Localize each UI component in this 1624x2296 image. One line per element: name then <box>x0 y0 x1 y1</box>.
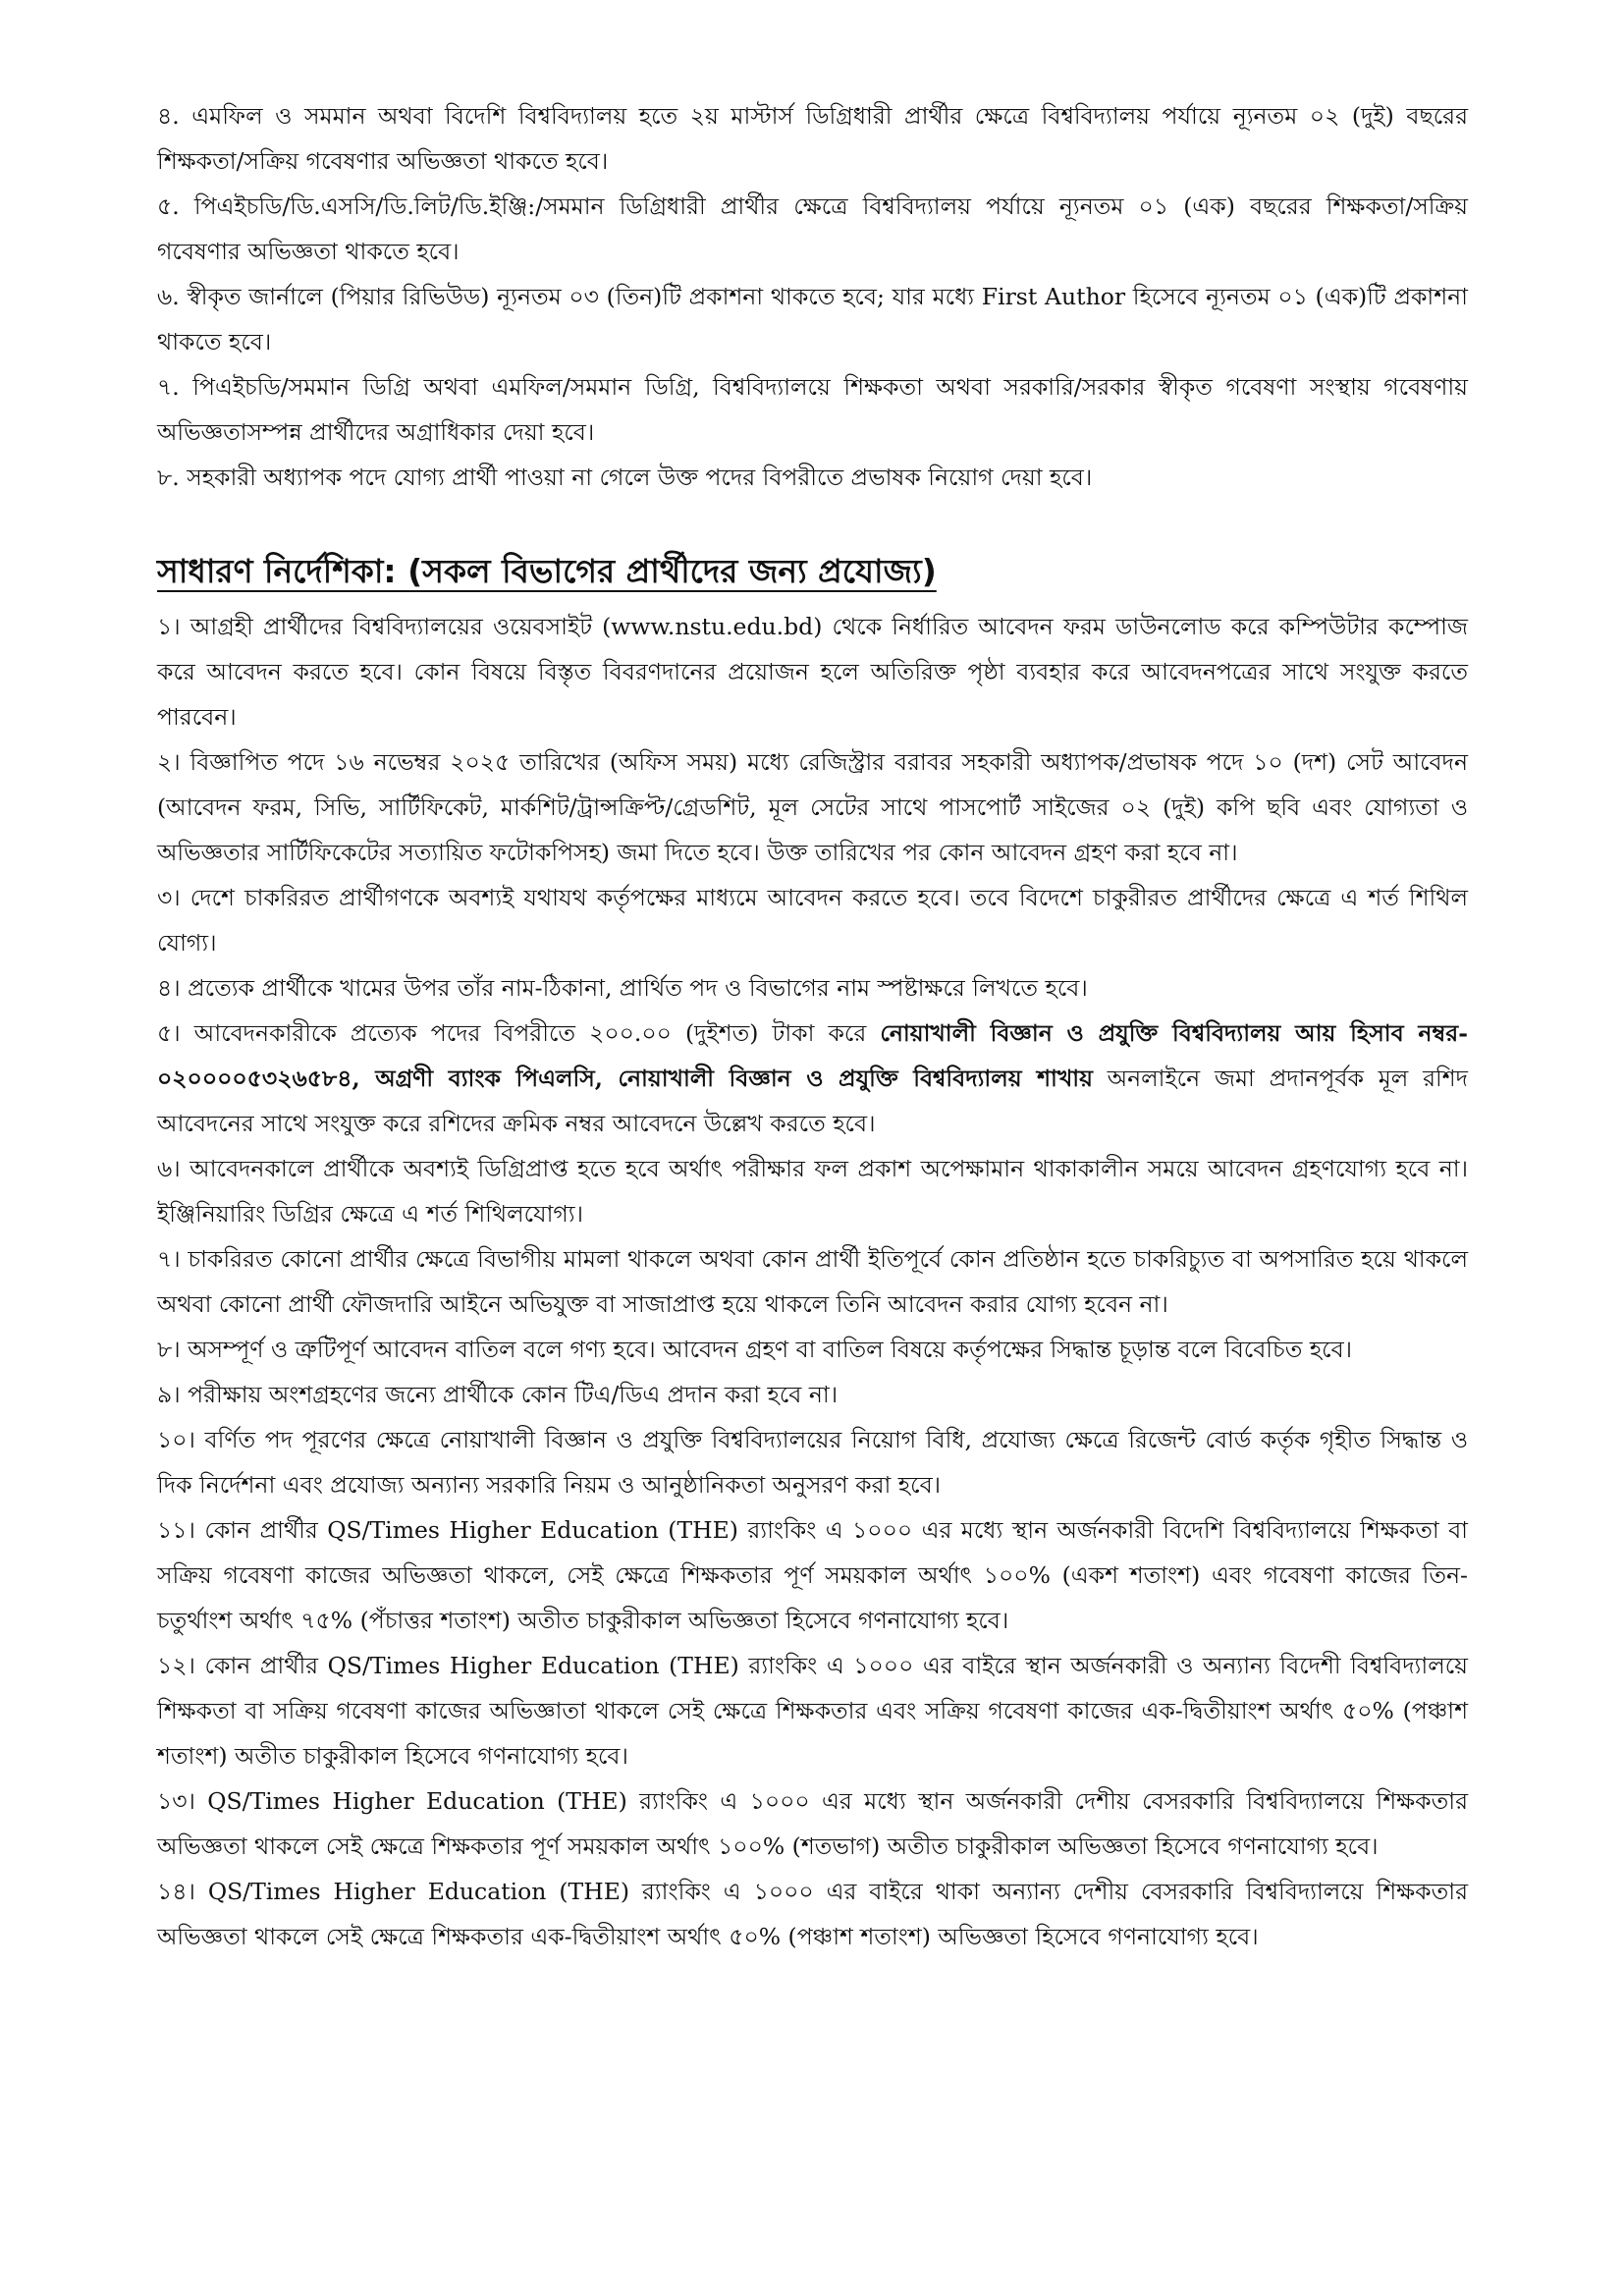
instruction-item: ১। আগ্রহী প্রার্থীদের বিশ্ববিদ্যালয়ের ওয়েবসাইট (www.nstu.edu.bd) থেকে নির্ধারিত আবেদন ফরম ডাউনলোড করে কম্পিউটার কম্পোজ করে আবেদন করতে হবে। কোন বিষয়ে বিস্তৃত বিবরণদানের প্রয়োজন হলে অতিরিক্ত পৃষ্ঠা ব্যবহার করে আবেদনপত্রের সাথে সংযুক্ত করতে পারবেন। <box>157 613 1468 731</box>
instruction-item: ১০। বর্ণিত পদ পূরণের ক্ষেত্রে নোয়াখালী বিজ্ঞান ও প্রযুক্তি বিশ্ববিদ্যালয়ের নিয়োগ বিধি, প্রযোজ্য ক্ষেত্রে রিজেন্ট বোর্ড কর্তৃক গৃহীত সিদ্ধান্ত ও দিক নির্দেশনা এবং প্রযোজ্য অন্যান্য সরকারি নিয়ম ও আনুষ্ঠানিকতা অনুসরণ করা হবে। <box>157 1426 1468 1499</box>
instruction-item: ৮। অসম্পূর্ণ ও ত্রুটিপূর্ণ আবেদন বাতিল বলে গণ্য হবে। আবেদন গ্রহণ বা বাতিল বিষয়ে কর্তৃপক্ষের সিদ্ধান্ত চূড়ান্ত বলে বিবেচিত হবে। <box>157 1336 1353 1363</box>
qualification-item: ৫. পিএইচডি/ডি.এসসি/ডি.লিট/ডি.ইঞ্জি:/সমমান ডিগ্রিধারী প্রার্থীর ক্ষেত্রে বিশ্ববিদ্যালয় পর্যায়ে ন্যূনতম ০১ (এক) বছরের শিক্ষকতা/সক্রিয় গবেষণার অভিজ্ঞতা থাকতে হবে। <box>157 192 1468 265</box>
instruction-item: ৪। প্রত্যেক প্রার্থীকে খামের উপর তাঁর নাম-ঠিকানা, প্রার্থিত পদ ও বিভাগের নাম স্পষ্টাক্ষরে লিখতে হবে। <box>157 974 1088 1002</box>
qualification-item: ৭. পিএইচডি/সমমান ডিগ্রি অথবা এমফিল/সমমান ডিগ্রি, বিশ্ববিদ্যালয়ে শিক্ষকতা অথবা সরকারি/সরকার স্বীকৃত গবেষণা সংস্থায় গবেষণায় অভিজ্ঞতাসম্পন্ন প্রার্থীদের অগ্রাধিকার দেয়া হবে। <box>157 373 1468 446</box>
fee-text-prefix: ৫। আবেদনকারীকে প্রত্যেক পদের বিপরীতে ২০০.০০ (দুইশত) টাকা করে <box>157 1019 881 1047</box>
fee-text-suffix: অনলাইনে জমা প্রদানপূর্বক মূল রশিদ আবেদনের সাথে সংযুক্ত করে রশিদের ক্রমিক নম্বর আবেদনে উল্লেখ করতে হবে। <box>157 1065 1469 1137</box>
qualifications-list <box>157 93 1468 500</box>
general-instructions-list <box>157 604 1468 1959</box>
instruction-item: ১৩। QS/Times Higher Education (THE) র‍্যাংকিং এ ১০০০ এর মধ্যে স্থান অর্জনকারী দেশীয় বেসরকারি বিশ্ববিদ্যালয়ে শিক্ষকতার অভিজ্ঞতা থাকলে সেই ক্ষেত্রে শিক্ষকতার পূর্ণ সময়কাল অর্থাৎ ১০০% (শতভাগ) অতীত চাকুরীকাল অভিজ্ঞতা হিসেবে গণনাযোগ্য হবে। <box>157 1787 1468 1860</box>
instruction-item: ২। বিজ্ঞাপিত পদে ১৬ নভেম্বর ২০২৫ তারিখের (অফিস সময়) মধ্যে রেজিস্ট্রার বরাবর সহকারী অধ্যাপক/প্রভাষক পদে ১০ (দশ) সেট আবেদন (আবেদন ফরম, সিভি, সার্টিফিকেট, মার্কশিট/ট্রান্সক্রিপ্ট/গ্রেডশিট, মূল সেটের সাথে পাসপোর্ট সাইজের ০২ (দুই) কপি ছবি এবং যোগ্যতা ও অভিজ্ঞতার সার্টিফিকেটের সত্যায়িত ফটোকপিসহ) জমা দিতে হবে। উক্ত তারিখের পর কোন আবেদন গ্রহণ করা হবে না। <box>157 748 1468 866</box>
instruction-item: ১১। কোন প্রার্থীর QS/Times Higher Education (THE) র‍্যাংকিং এ ১০০০ এর মধ্যে স্থান অর্জনকারী বিদেশি বিশ্ববিদ্যালয়ে শিক্ষকতা বা সক্রিয় গবেষণা কাজের অভিজ্ঞতা থাকলে, সেই ক্ষেত্রে শিক্ষকতার পূর্ণ সময়কাল অর্থাৎ ১০০% (একশ শতাংশ) এবং গবেষণা কাজের তিন-চতুর্থাংশ অর্থাৎ ৭৫% (পঁচাত্তর শতাংশ) অতীত চাকুরীকাল অভিজ্ঞতা হিসেবে গণনাযোগ্য হবে। <box>157 1516 1468 1634</box>
instruction-item: ১৪। QS/Times Higher Education (THE) র‍্যাংকিং এ ১০০০ এর বাইরে থাকা অন্যান্য দেশীয় বেসরকারি বিশ্ববিদ্যালয়ে শিক্ষকতার অভিজ্ঞতা থাকলে সেই ক্ষেত্রে শিক্ষকতার এক-দ্বিতীয়াংশ অর্থাৎ ৫০% (পঞ্চাশ শতাংশ) অভিজ্ঞতা হিসেবে গণনাযোগ্য হবে। <box>157 1878 1468 1950</box>
qualification-item: ৪. এমফিল ও সমমান অথবা বিদেশি বিশ্ববিদ্যালয় হতে ২য় মাস্টার্স ডিগ্রিধারী প্রার্থীর ক্ষেত্রে বিশ্ববিদ্যালয় পর্যায়ে ন্যূনতম ০২ (দুই) বছরের শিক্ষকতা/সক্রিয় গবেষণার অভিজ্ঞতা থাকতে হবে। <box>157 102 1468 175</box>
instruction-item: ৯। পরীক্ষায় অংশগ্রহণের জন্যে প্রার্থীকে কোন টিএ/ডিএ প্রদান করা হবে না। <box>157 1381 839 1408</box>
general-instructions-heading: সাধারণ নির্দেশিকা: (সকল বিভাগের প্রার্থীদের জন্য প্রযোজ্য) <box>157 552 937 590</box>
instruction-item-fee <box>157 1011 1468 1146</box>
section-spacer <box>157 500 1468 547</box>
instruction-item: ৩। দেশে চাকরিরত প্রার্থীগণকে অবশ্যই যথাযথ কর্তৃপক্ষের মাধ্যমে আবেদন করতে হবে। তবে বিদেশে চাকুরীরত প্রার্থীদের ক্ষেত্রে এ শর্ত শিথিল যোগ্য। <box>157 884 1468 957</box>
document-page <box>157 93 1468 1959</box>
instruction-item: ৭। চাকরিরত কোনো প্রার্থীর ক্ষেত্রে বিভাগীয় মামলা থাকলে অথবা কোন প্রার্থী ইতিপূর্বে কোন প্রতিষ্ঠান হতে চাকরিচ্যুত বা অপসারিত হয়ে থাকলে অথবা কোনো প্রার্থী ফৌজদারি আইনে অভিযুক্ত বা সাজাপ্রাপ্ত হয়ে থাকলে তিনি আবেদন করার যোগ্য হবেন না। <box>157 1245 1468 1318</box>
instruction-item: ৬। আবেদনকালে প্রার্থীকে অবশ্যই ডিগ্রিপ্রাপ্ত হতে হবে অর্থাৎ পরীক্ষার ফল প্রকাশ অপেক্ষামান থাকাকালীন সময়ে আবেদন গ্রহণযোগ্য হবে না। ইঞ্জিনিয়ারিং ডিগ্রির ক্ষেত্রে এ শর্ত শিথিলযোগ্য। <box>157 1155 1468 1228</box>
fee-account-details: নোয়াখালী বিজ্ঞান ও প্রযুক্তি বিশ্ববিদ্যালয় আয় হিসাব নম্বর- ০২০০০০৫৩২৬৫৮৪, অগ্রণী ব্যাংক পিএলসি, নোয়াখালী বিজ্ঞান ও প্রযুক্তি বিশ্ববিদ্যালয় শাখায় <box>157 1019 1468 1092</box>
qualification-item: ৮. সহকারী অধ্যাপক পদে যোগ্য প্রার্থী পাওয়া না গেলে উক্ত পদের বিপরীতে প্রভাষক নিয়োগ দেয়া হবে। <box>157 464 1093 491</box>
qualification-item: ৬. স্বীকৃত জার্নালে (পিয়ার রিভিউড) ন্যূনতম ০৩ (তিন)টি প্রকাশনা থাকতে হবে; যার মধ্যে First Author হিসেবে ন্যূনতম ০১ (এক)টি প্রকাশনা থাকতে হবে। <box>157 283 1468 355</box>
instruction-item: ১২। কোন প্রার্থীর QS/Times Higher Education (THE) র‍্যাংকিং এ ১০০০ এর বাইরে স্থান অর্জনকারী ও অন্যান্য বিদেশী বিশ্ববিদ্যালয়ে শিক্ষকতা বা সক্রিয় গবেষণা কাজের অভিজ্ঞাতা থাকলে সেই ক্ষেত্রে শিক্ষকতার এবং সক্রিয় গবেষণা কাজের এক-দ্বিতীয়াংশ অর্থাৎ ৫০% (পঞ্চাশ শতাংশ) অতীত চাকুরীকাল হিসেবে গণনাযোগ্য হবে। <box>157 1652 1468 1770</box>
